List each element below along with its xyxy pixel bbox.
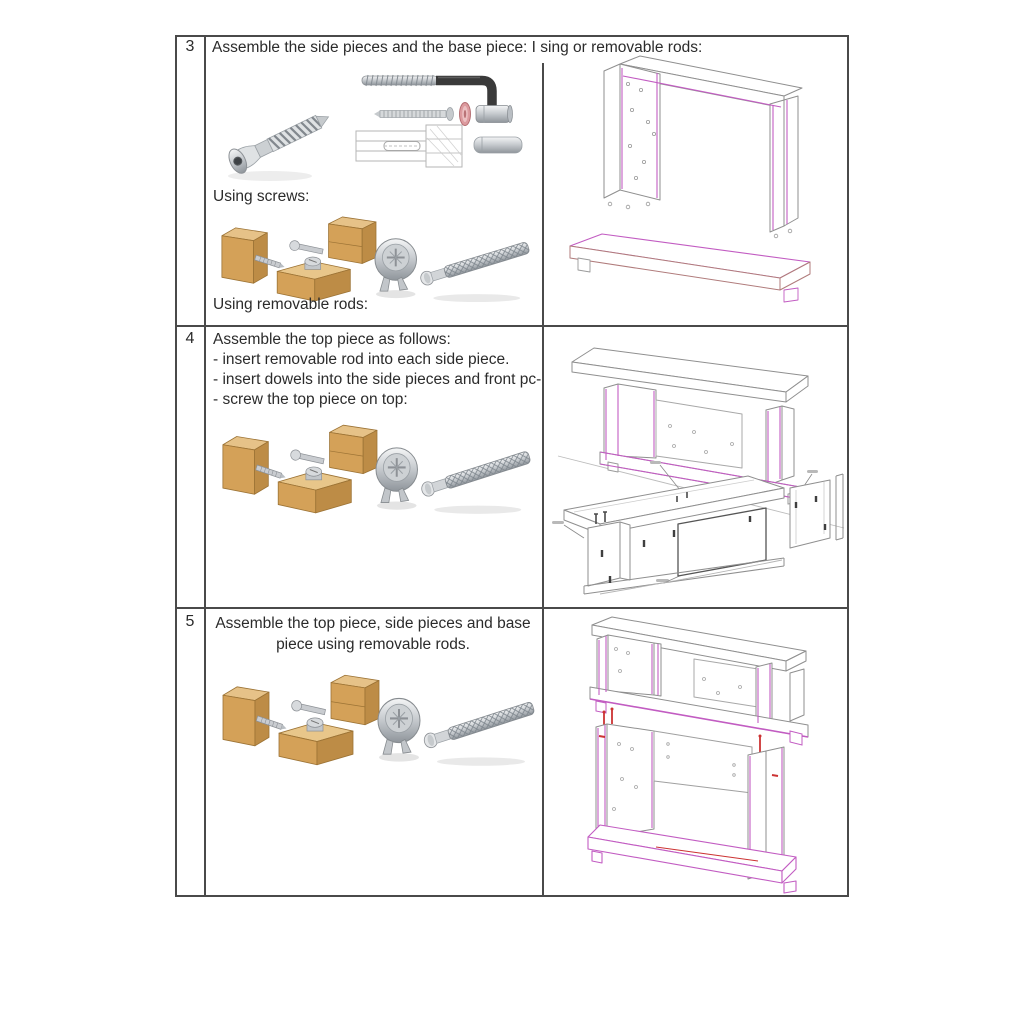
row4-instruction-line-4: - screw the top piece on top: (213, 391, 408, 408)
confirmat-screw-icon (220, 102, 334, 184)
dowel-insertion-diagram-icon (354, 124, 532, 170)
row4-instruction-line-2: - insert removable rod into each side piece. (213, 351, 510, 368)
row5-instruction (206, 613, 540, 655)
cam-lock-hardware-set-row5 (213, 670, 543, 770)
table-border-top (175, 35, 849, 37)
row3-caption-screws: Using screws: (213, 188, 310, 205)
number-column-divider (204, 35, 206, 897)
row5-step-number: 5 (185, 613, 195, 630)
cam-lock-hardware-set-row3 (212, 212, 538, 306)
table-border-bottom (175, 895, 849, 897)
frame-and-base-piece-diagram (544, 38, 848, 323)
row3-title: Assemble the side pieces and the base piece: I sing or removable rods: (212, 39, 703, 56)
cam-lock-hardware-set-row4 (213, 420, 539, 518)
table-border-left (175, 35, 177, 897)
row4-instruction-line-1: Assemble the top piece as follows: (213, 331, 451, 348)
row5-instruction-line-1: Assemble the top piece, side pieces and base (215, 615, 531, 632)
row3-step-number: 3 (185, 38, 195, 55)
final-assembly-diagram (544, 609, 848, 895)
row4-step-number: 4 (185, 330, 195, 347)
top-piece-assembly-diagram (544, 326, 848, 606)
row5-instruction-line-2: piece using removable rods. (276, 636, 470, 653)
row3-caption-rods: Using removable rods: (213, 296, 369, 313)
row4-instruction-line-3: - insert dowels into the side pieces and front pc- (213, 371, 542, 388)
